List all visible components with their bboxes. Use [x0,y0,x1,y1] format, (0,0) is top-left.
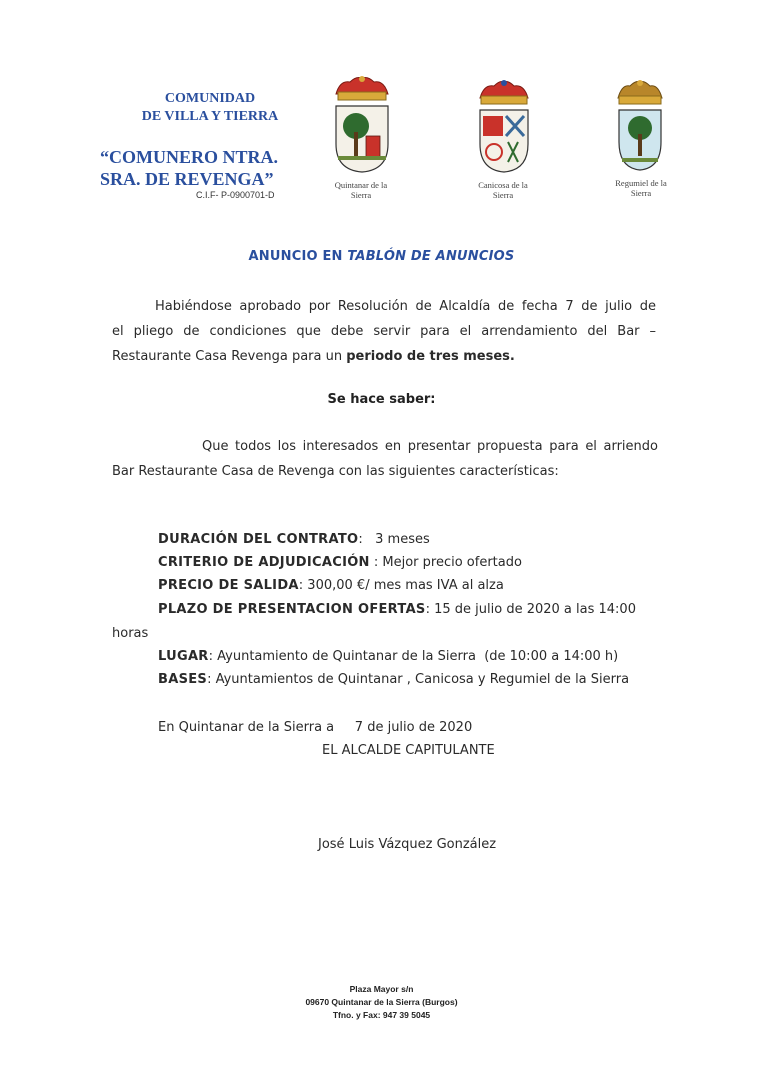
condition-separator: : [358,532,363,547]
place-and-date: En Quintanar de la Sierra a 7 de julio de 2020 [158,720,473,735]
title-plain: ANUNCIO EN [248,249,348,264]
condition-label: CRITERIO DE ADJUDICACIÓN [158,555,370,570]
caption-line: Quintanar de la [334,180,388,190]
footer-line-2: 09670 Quintanar de la Sierra (Burgos) [305,997,458,1007]
condition-criterion [158,555,522,570]
intro-line-3 [112,344,656,369]
cif-number: C.I.F- P-0900701-D [196,190,275,200]
condition-deadline-wrap: horas [112,626,149,641]
condition-value: Mejor precio ofertado [378,555,522,570]
condition-separator: : [207,672,212,687]
condition-price [158,578,504,593]
caption-line: Sierra [350,190,372,200]
quintanar-coat-of-arms-icon [330,76,394,176]
signatory-name: José Luis Vázquez González [318,837,497,852]
condition-value: Ayuntamiento de Quintanar de la Sierra (de 10:00 a 14:00 h) [213,649,619,664]
footer-line-1: Plaza Mayor s/n [349,984,414,994]
caption-line: Regumiel de la [615,178,667,188]
body-line-1: Que todos los interesados en presentar propuesta para el arriendo [202,439,658,454]
condition-separator: : [298,578,304,593]
notice-heading: Se hace saber: [327,392,436,407]
regumiel-coat-of-arms-icon [614,80,666,174]
condition-place [158,649,618,664]
canicosa-coat-of-arms-icon [474,80,534,176]
intro-line-2: el pliego de condiciones que debe servir para el arrendamiento del Bar – [112,324,656,339]
condition-label: PRECIO DE SALIDA [158,578,299,593]
condition-value: 15 de julio de 2020 a las 14:00 [429,602,636,617]
condition-separator: : [208,649,214,664]
title-italic: TABLÓN DE ANUNCIOS [347,249,515,264]
org-line-2: DE VILLA Y TIERRA [141,109,279,124]
condition-label: LUGAR [158,649,209,664]
condition-value: Ayuntamientos de Quintanar , Canicosa y Regumiel de la Sierra [211,672,630,687]
intro-line-1: Habiéndose aprobado por Resolución de Alcaldía de fecha 7 de julio de [155,299,656,314]
intro-line-3-text: Restaurante Casa Revenga para un [112,349,347,364]
condition-separator: : [369,555,379,570]
condition-value: 300,00 €/ mes mas IVA al alza [303,578,504,593]
condition-label: DURACIÓN DEL CONTRATO [158,532,359,547]
intro-paragraph [112,294,656,369]
condition-label: BASES [158,672,208,687]
caption-line: Sierra [630,188,652,198]
footer-line-3: Tfno. y Fax: 947 39 5045 [332,1010,431,1020]
organization-heading [110,90,310,126]
body-paragraph [112,434,658,484]
caption-line: Canicosa de la [478,180,528,190]
name-line-1: “COMUNERO NTRA. [100,147,278,167]
caption-line: Sierra [492,190,514,200]
footer-address [0,983,763,1022]
intro-line-3-bold: periodo de tres meses. [346,349,515,364]
body-line-2: Bar Restaurante Casa de Revenga con las siguientes características: [112,464,559,479]
organization-name [100,146,320,190]
condition-value: 3 meses [362,532,430,547]
quintanar-caption [316,180,406,200]
condition-bases [158,672,629,687]
announcement-title [0,249,763,264]
condition-deadline [158,602,636,617]
name-line-2: SRA. DE REVENGA” [100,169,274,189]
org-line-1: COMUNIDAD [164,91,256,106]
canicosa-caption [458,180,548,200]
condition-label: PLAZO DE PRESENTACION OFERTAS [158,602,426,617]
regumiel-caption [596,178,686,198]
signatory-role: EL ALCALDE CAPITULANTE [322,743,495,758]
condition-separator: : [425,602,430,617]
condition-duration [158,532,430,547]
